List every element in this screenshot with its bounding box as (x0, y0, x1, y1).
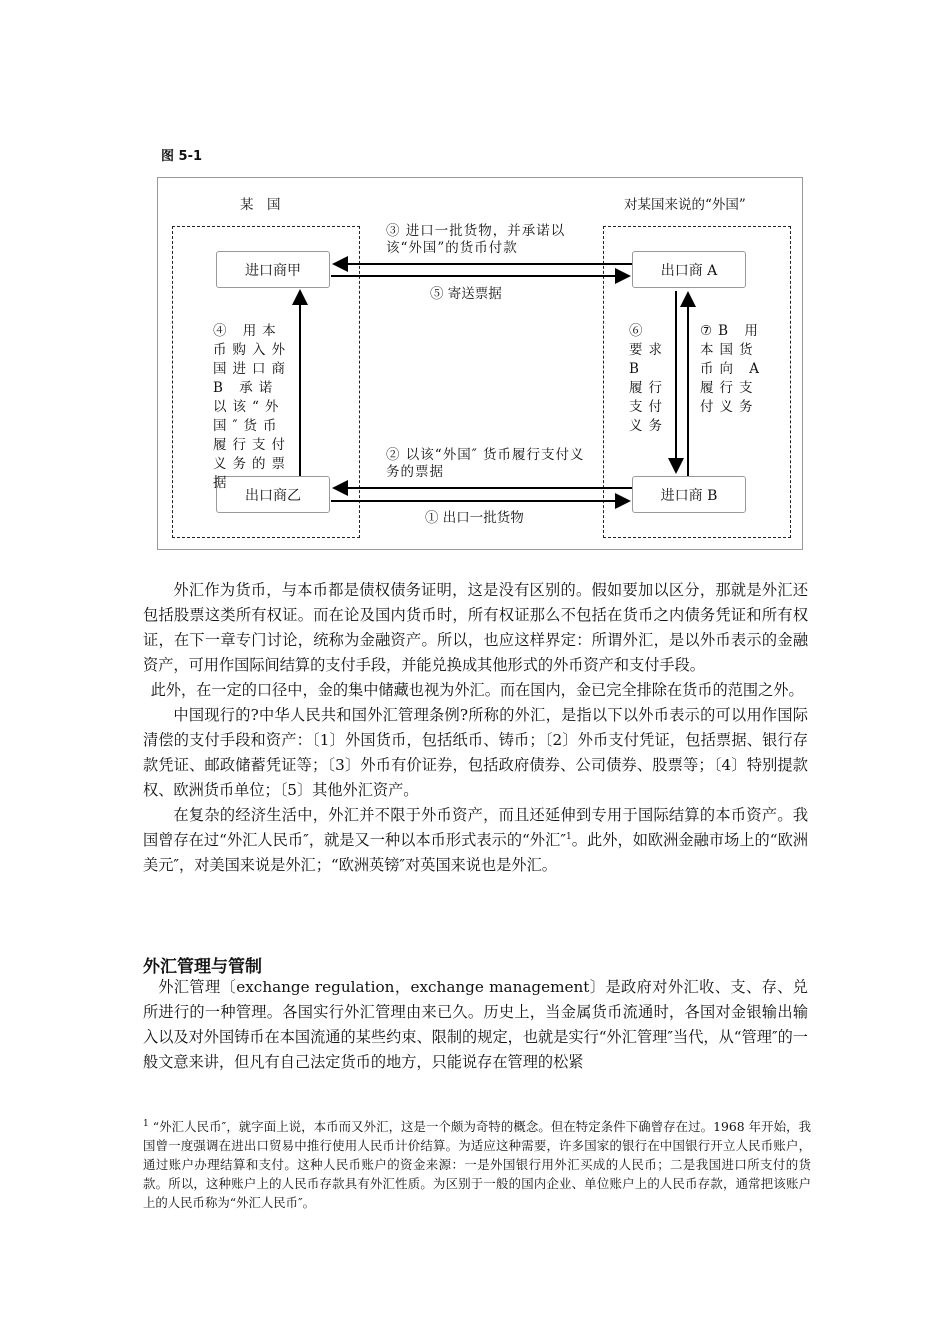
paragraph-4-text-b: 。此外，如欧洲金融市场上的“欧洲美元″，对美国来说是外汇；“欧洲英镑″对英国来说也是外汇。 (143, 831, 809, 874)
footnote-mark: 1 (143, 1118, 149, 1129)
step-7-label: ⑦B 用本国货币向 A 履行支付义务 (700, 323, 766, 415)
step-5-label: ⑤ 寄送票据 (430, 286, 502, 302)
region-left-label: 某 国 (240, 197, 281, 213)
step-1-label: ① 出口一批货物 (425, 510, 524, 526)
step-2-label: ② 以该“外国″ 货币履行支付义务的票据 (386, 447, 585, 480)
step-3-label: ③ 进口一批货物，并承诺以该“外国”的货币付款 (386, 223, 566, 256)
node-importer-B: 进口商 B (632, 476, 746, 513)
paragraph-3: 中国现行的?中华人民共和国外汇管理条例?所称的外汇，是指以下以外币表示的可以用作国际清偿的支付手段和资产：〔1〕外国货币，包括纸币、铸币；〔2〕外币支付凭证，包括票据、银行存款凭证、邮政储蓄凭证等；〔3〕外币有价证券，包括政府债券、公司债券、股票等；〔4〕特别提款权、欧洲货币单位；〔5〕其他外汇资产。 (143, 706, 808, 799)
node-importer-a: 进口商甲 (216, 251, 330, 288)
step-4-label: ④ 用本币购入外国进口商 B 承诺以该“外国″货币履行支付义务的票据 (213, 323, 291, 491)
footnote (143, 1117, 811, 1212)
node-exporter-A: 出口商 A (632, 251, 746, 288)
section-heading: 外汇管理与管制 (143, 957, 262, 977)
body-section-2 (143, 975, 808, 1075)
paragraph-2: 此外，在一定的口径中，金的集中储藏也视为外汇。而在国内，金已完全排除在货币的范围之外。 (150, 681, 804, 699)
node-exporter-b: 出口商乙 (216, 476, 330, 513)
step-6-label: ⑥ 要求 B 履行支付义务 (629, 323, 668, 434)
paragraph-1: 外汇作为货币，与本币都是债权债务证明，这是没有区别的。假如要加以区分，那就是外汇还包括股票这类所有权证。而在论及国内货币时，所有权证那么不包括在货币之内债务凭证和所有权证，在下一章专门讨论，统称为金融资产。所以，也应这样界定：所谓外汇，是以外币表示的金融资产，可用作国际间结算的支付手段，并能兑换成其他形式的外币资产和支付手段。 (143, 581, 808, 674)
body-section-1 (143, 578, 808, 878)
paragraph-4-text-a: 在复杂的经济生活中，外汇并不限于外币资产，而且还延伸到专用于国际结算的本币资产。我国曾存在过“外汇人民币″，就是又一种以本币形式表示的“外汇″ (143, 806, 808, 849)
region-right-label: 对某国来说的“外国” (624, 197, 746, 213)
paragraph-5: 外汇管理〔exchange regulation，exchange management〕是政府对外汇收、支、存、兑所进行的一种管理。各国实行外汇管理由来已久。历史上，当金属货币流通时，各国对金银输出输入以及对外国铸币在本国流通的某些约束、限制的规定，也就是实行“外汇管理″当代，从“管理″的一般文意来讲，但凡有自己法定货币的地方，只能说存在管理的松紧 (143, 978, 808, 1071)
paragraph-4 (143, 803, 808, 878)
footnote-ref: 1 (566, 831, 572, 842)
figure-label: 图 5-1 (161, 149, 203, 164)
footnote-text: “外汇人民币″，就字面上说，本币而又外汇，这是一个颇为奇特的概念。但在特定条件下确曾存在过。1968 年开始，我国曾一度强调在进出口贸易中推行使用人民币计价结算。为适应这种需要，许多国家的银行在中国银行开立人民币账户，通过账户办理结算和支付。这种人民币账户的资金来源：一是外国银行用外汇买成的人民币；二是我国进口所支付的货款。所以，这种账户上的人民币存款具有外汇性质。为区别于一般的国内企业、单位账户上的人民币存款，通常把该账户上的人民币称为“外汇人民币″。 (143, 1119, 811, 1210)
